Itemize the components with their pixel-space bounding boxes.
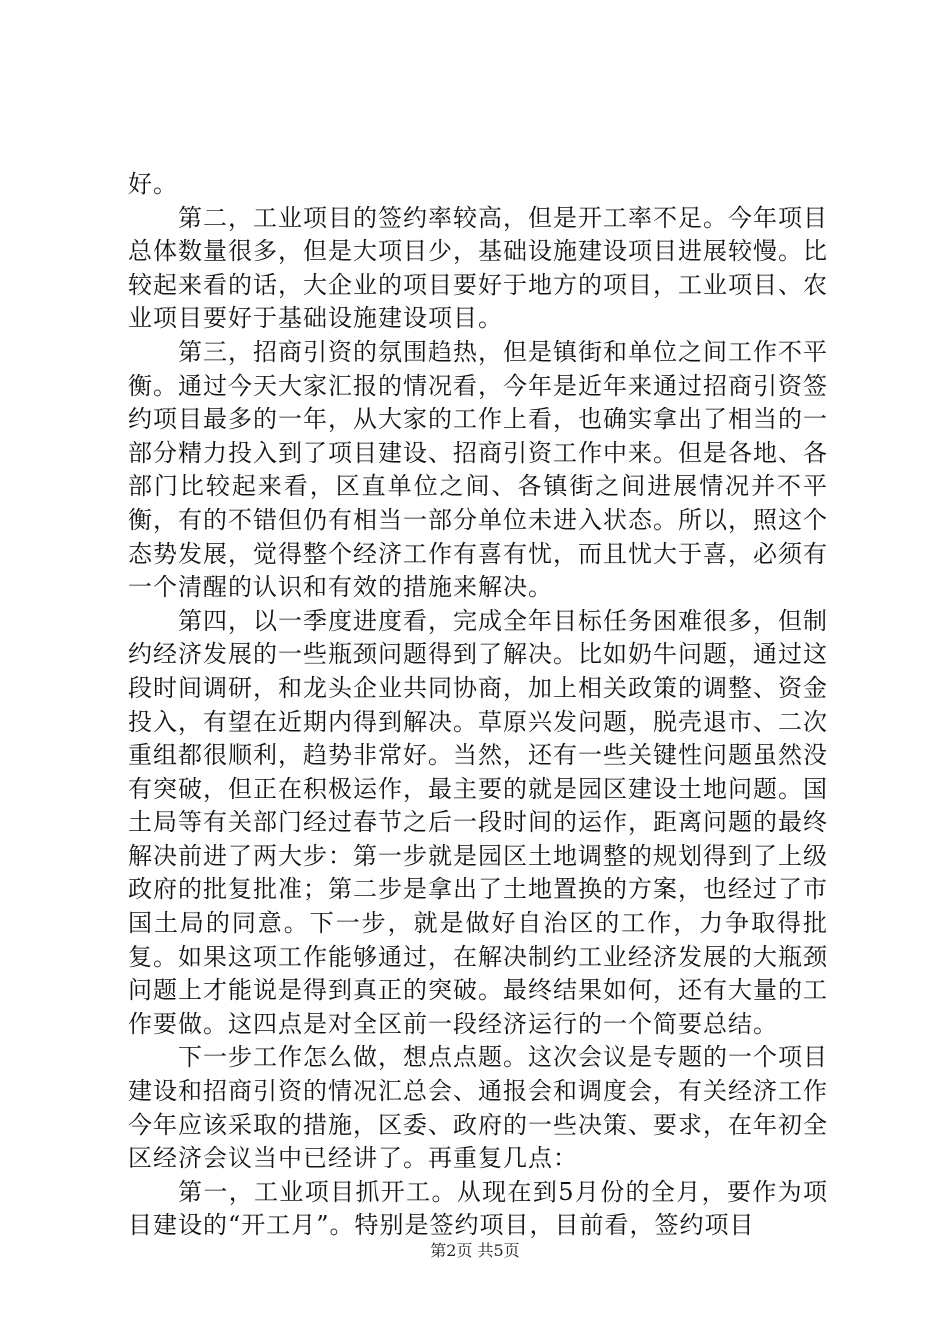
paragraph-continuation: 好。 — [128, 170, 178, 198]
paragraph-next-steps: 下一步工作怎么做，想点点题。这次会议是专题的一个项目建设和招商引资的情况汇总会、通报会和调度会，有关经济工作今年应该采取的措施，区委、政府的一些决策、要求，在年初全区经济会议当中已经讲了。再重复几点： — [128, 1043, 828, 1173]
paragraph-fourth-point: 第四，以一季度进度看，完成全年目标任务困难很多，但制约经济发展的一些瓶颈问题得到了解决。比如奶牛问题，通过这段时间调研，和龙头企业共同协商，加上相关政策的调整、资金投入，有望在近期内得到解决。草原兴发问题，脱壳退市、二次重组都很顺利，趋势非常好。当然，还有一些关键性问题虽然没有突破，但正在积极运作，最主要的就是园区建设土地问题。国土局等有关部门经过春节之后一段时间的运作，距离问题的最终解决前进了两大步：第一步就是园区土地调整的规划得到了上级政府的批复批准；第二步是拿出了土地置换的方案，也经过了市国土局的同意。下一步，就是做好自治区的工作，力争取得批复。如果这项工作能够通过，在解决制约工业经济发展的大瓶颈问题上才能说是得到真正的突破。最终结果如何，还有大量的工作要做。这四点是对全区前一段经济运行的一个简要总结。 — [128, 606, 828, 1038]
paragraph-third-point: 第三，招商引资的氛围趋热，但是镇街和单位之间工作不平衡。通过今天大家汇报的情况看，今年是近年来通过招商引资签约项目最多的一年，从大家的工作上看，也确实拿出了相当的一部分精力投入到了项目建设、招商引资工作中来。但是各地、各部门比较起来看，区直单位之间、各镇街之间进展情况并不平衡，有的不错但仍有相当一部分单位未进入状态。所以，照这个态势发展，觉得整个经济工作有喜有忧，而且忧大于喜，必须有一个清醒的认识和有效的措施来解决。 — [128, 337, 828, 602]
paragraph-second-point: 第二，工业项目的签约率较高，但是开工率不足。今年项目总体数量很多，但是大项目少，基础设施建设项目进展较慢。比较起来看的话，大企业的项目要好于地方的项目，工业项目、农业项目要好于基础设施建设项目。 — [128, 203, 828, 333]
page-number-footer: 第2页 共5页 — [430, 1241, 520, 1260]
paragraph-first-measure: 第一，工业项目抓开工。从现在到5月份的全月，要作为项目建设的“开工月”。特别是签约项目，目前看，签约项目 — [128, 1177, 828, 1240]
document-body — [128, 168, 828, 1243]
